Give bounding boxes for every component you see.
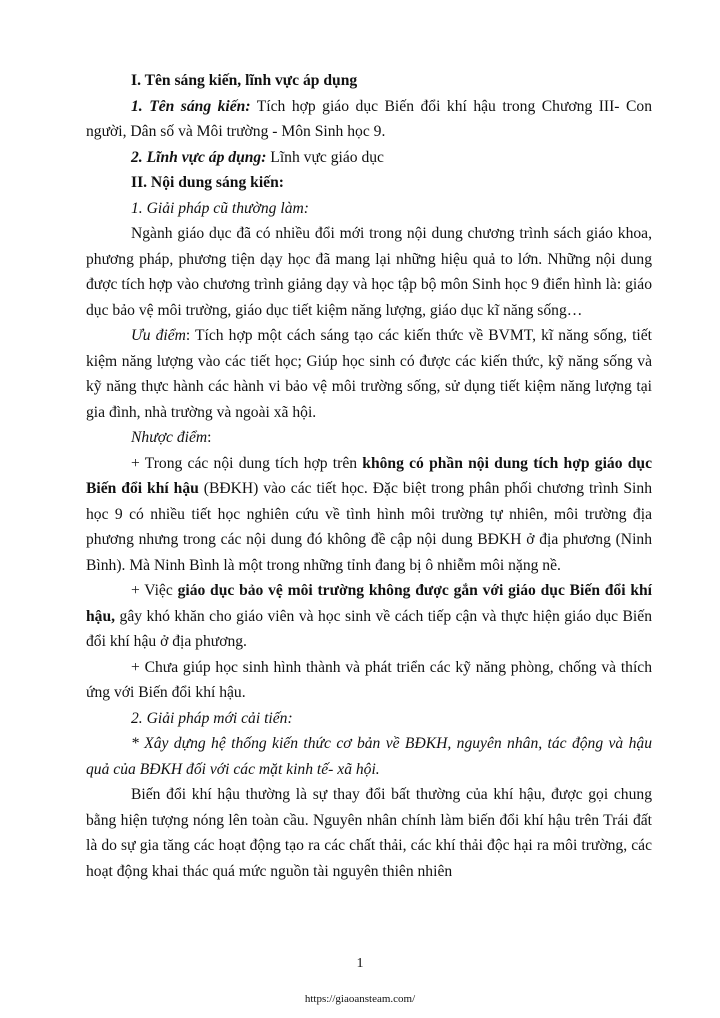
footer-url: https://giaoansteam.com/	[304, 993, 416, 1005]
bullet-1-post: (BĐKH) vào các tiết học. Đặc biệt trong phân phối chương trình Sinh học 9 có nhiều tiết học nghiên cứu về tình hình môi trường tự nhiên, môi trường địa phương nhưng trong các nội dung đó không đề cập nội dung BĐKH ở địa phương (Ninh Bình). Mà Ninh Bình là một trong những tỉnh đang bị ô nhiễm môi nặng nề.	[86, 480, 652, 574]
initiative-name-text: Tích hợp giáo dục Biến đổi khí hậu trong Chương III- Con người, Dân số và Môi trường - Môn Sinh học 9.	[86, 97, 652, 140]
subheading-old-solution: 1. Giải pháp cũ thường làm:	[131, 199, 309, 217]
bullet-1-bold: không có phần nội dung tích hợp giáo dục Biến đổi khí hậu	[86, 454, 652, 497]
advantages-label: Ưu điểm	[131, 327, 186, 344]
bullet-2-post: gây khó khăn cho giáo viên và học sinh về cách tiếp cận và thực hiện giáo dục Biến đổi khí hậu ở địa phương.	[86, 607, 652, 650]
disadvantages-heading	[86, 425, 652, 451]
initiative-name-paragraph	[86, 94, 652, 145]
new-solution-item: * Xây dựng hệ thống kiến thức cơ bản về BĐKH, nguyên nhân, tác động và hậu quả của BĐKH đối với các mặt kinh tế- xã hội.	[86, 735, 652, 778]
field-paragraph	[86, 145, 652, 171]
paragraph-intro: Ngành giáo dục đã có nhiều đổi mới trong nội dung chương trình sách giáo khoa, phương pháp, phương tiện dạy học đã mang lại những hiệu quả to lớn. Những nội dung được tích hợp vào chương trình giảng dạy và học tập bộ môn Sinh học 9 điển hình là: giáo dục bảo vệ môi trường, giáo dục tiết kiệm năng lượng, giáo dục kĩ năng sống…	[86, 225, 652, 319]
field-label: 2. Lĩnh vực áp dụng:	[131, 148, 267, 166]
document-body	[86, 68, 652, 884]
page-number: 1	[356, 956, 364, 971]
advantages-text: : Tích hợp một cách sáng tạo các kiến thức về BVMT, kĩ năng sống, tiết kiệm năng lượng vào các tiết học; Giúp học sinh có được các kiến thức, kỹ năng sống và kỹ năng thực hành các hành vi bảo vệ môi trường sống, sử dụng tiết kiệm năng lượng tại gia đình, nhà trường và ngoài xã hội.	[86, 327, 652, 421]
advantages-paragraph	[86, 323, 652, 425]
bullet-2-bold: giáo dục bảo vệ môi trường không được gắn với giáo dục Biến đổi khí hậu,	[86, 582, 652, 625]
field-text: Lĩnh vực giáo dục	[266, 148, 384, 166]
bullet-3: + Chưa giúp học sinh hình thành và phát triển các kỹ năng phòng, chống và thích ứng với Biến đổi khí hậu.	[86, 658, 652, 701]
section-heading-2: II. Nội dung sáng kiến:	[131, 174, 284, 191]
bullet-1-pre: + Trong các nội dung tích hợp trên	[131, 454, 363, 472]
bullet-2	[86, 578, 652, 655]
initiative-name-label: 1. Tên sáng kiến:	[131, 97, 251, 115]
disadvantages-label: Nhược điểm	[131, 429, 208, 446]
subheading-new-solution: 2. Giải pháp mới cải tiến:	[131, 709, 293, 727]
bullet-2-pre: + Việc	[131, 582, 178, 599]
section-heading-1: I. Tên sáng kiến, lĩnh vực áp dụng	[131, 72, 358, 89]
disadvantages-colon: :	[207, 429, 212, 446]
bullet-1	[86, 451, 652, 579]
paragraph-climate-change: Biến đổi khí hậu thường là sự thay đổi bất thường của khí hậu, được gọi chung bằng hiện tượng nóng lên toàn cầu. Nguyên nhân chính làm biến đổi khí hậu trên Trái đất là do sự gia tăng các hoạt động tạo ra các chất thải, các khí thải độc hại ra môi trường, các hoạt động khai thác quá mức nguồn tài nguyên thiên nhiên	[86, 786, 652, 880]
